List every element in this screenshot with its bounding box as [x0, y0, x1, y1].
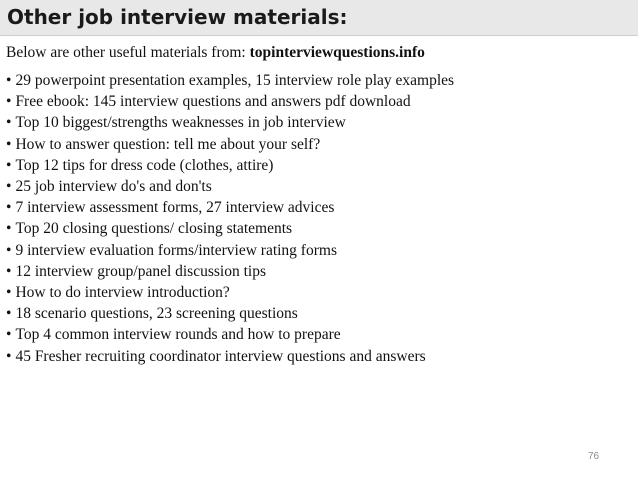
title-bar	[0, 0, 638, 36]
list-item	[6, 112, 454, 133]
list-item	[6, 240, 454, 261]
bullet-icon: •	[6, 93, 12, 111]
list-item-text: How to do interview introduction?	[15, 284, 230, 302]
site-name: topinterviewquestions.info	[249, 44, 425, 61]
page-number: 76	[588, 451, 600, 462]
list-item-text: 45 Fresher recruiting coordinator interview questions and answers	[15, 347, 426, 365]
bullet-icon: •	[6, 326, 12, 344]
list-item	[6, 155, 454, 176]
list-item	[6, 176, 454, 197]
bullet-icon: •	[6, 114, 12, 132]
page-title: Other job interview materials:	[7, 5, 348, 29]
bullet-icon: •	[6, 241, 12, 259]
list-item	[6, 70, 454, 91]
list-item-text: 18 scenario questions, 23 screening questions	[15, 305, 298, 323]
list-item	[6, 303, 454, 324]
bullet-icon: •	[6, 220, 12, 238]
list-item	[6, 261, 454, 282]
bullet-icon: •	[6, 347, 12, 365]
list-item-text: 7 interview assessment forms, 27 interview advices	[15, 199, 335, 217]
list-item	[6, 91, 454, 112]
bullet-icon: •	[6, 305, 12, 323]
list-item	[6, 197, 454, 218]
bullet-icon: •	[6, 135, 12, 153]
list-item-text: Top 10 biggest/strengths weaknesses in job interview	[15, 114, 346, 132]
bullet-icon: •	[6, 178, 12, 196]
list-item-text: Top 20 closing questions/ closing statements	[15, 220, 293, 238]
list-item-text: How to answer question: tell me about your self?	[15, 135, 321, 153]
bullet-icon: •	[6, 262, 12, 280]
bullet-icon: •	[6, 72, 12, 89]
list-item-text: 29 powerpoint presentation examples, 15 interview role play examples	[15, 72, 455, 89]
intro-text	[6, 43, 425, 63]
list-item-text: Free ebook: 145 interview questions and answers pdf download	[15, 93, 411, 111]
list-item-text: Top 12 tips for dress code (clothes, attire)	[15, 156, 274, 174]
list-item-text: Top 4 common interview rounds and how to prepare	[15, 326, 341, 344]
bullet-icon: •	[6, 199, 12, 217]
bullet-icon: •	[6, 284, 12, 302]
list-item-text: 9 interview evaluation forms/interview rating forms	[15, 241, 337, 259]
bullet-icon: •	[6, 156, 12, 174]
list-item-text: 12 interview group/panel discussion tips	[15, 262, 266, 280]
list-item	[6, 218, 454, 239]
list-item	[6, 282, 454, 303]
list-item-text: 25 job interview do's and don'ts	[15, 178, 212, 196]
list-item	[6, 134, 454, 155]
list-item	[6, 346, 454, 367]
intro-prefix: Below are other useful materials from:	[6, 44, 250, 61]
list-item	[6, 324, 454, 345]
materials-list	[6, 70, 454, 367]
